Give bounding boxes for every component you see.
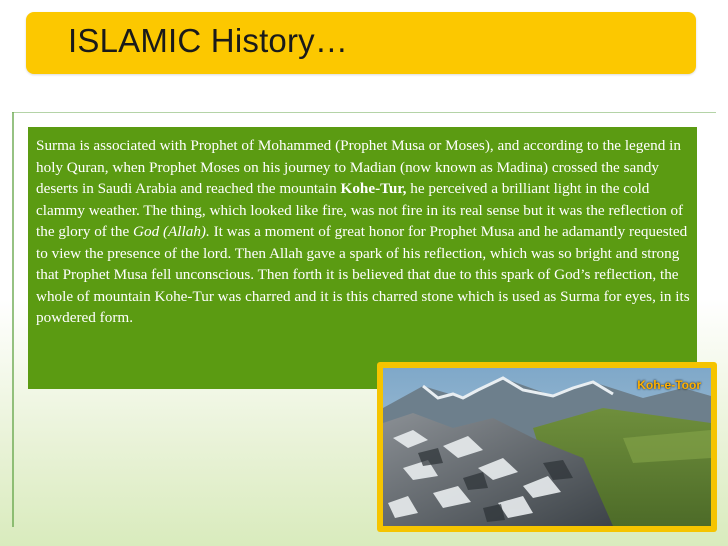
photo-caption: Koh-e-Toor (637, 378, 701, 392)
frame-left-line (12, 112, 14, 527)
frame-top-line (12, 112, 716, 113)
paragraph-segment-kohe-tur: Kohe-Tur, (340, 180, 407, 197)
title-bar (26, 12, 696, 74)
slide-title: ISLAMIC History… (68, 22, 349, 59)
content-box (28, 127, 697, 389)
body-paragraph (36, 135, 692, 329)
mountain-photo (383, 368, 711, 526)
paragraph-segment-1: Surma is associated with Prophet of Mohammed (Prophet Musa or Moses), and according to the legend in holy Quran, when Prophet Moses on his journey to Madian (now known as Madina) crossed the sandy deserts in Saudi Arabia and reached the mountain (36, 137, 681, 197)
paragraph-segment-5: It was a moment of great honor for Prophet Musa and he adamantly requested to view the presence of the lord. Then Allah gave a spark of his reflection, which was so bright and strong that Prophet Musa fell unconscious. Then forth it is believed that due to this spark of God’s reflection, the whole of mountain Kohe-Tur was charred and it is this charred stone which is used as Surma for eyes, in its powdered form. (36, 223, 690, 326)
photo-frame (377, 362, 717, 532)
paragraph-segment-3: he perceived a brilliant light in the cold clammy weather. The thing, which looked like fire, was not fire in its real sense but it was the reflection of the glory of the (36, 180, 684, 240)
paragraph-segment-god: God (Allah). (133, 223, 210, 240)
